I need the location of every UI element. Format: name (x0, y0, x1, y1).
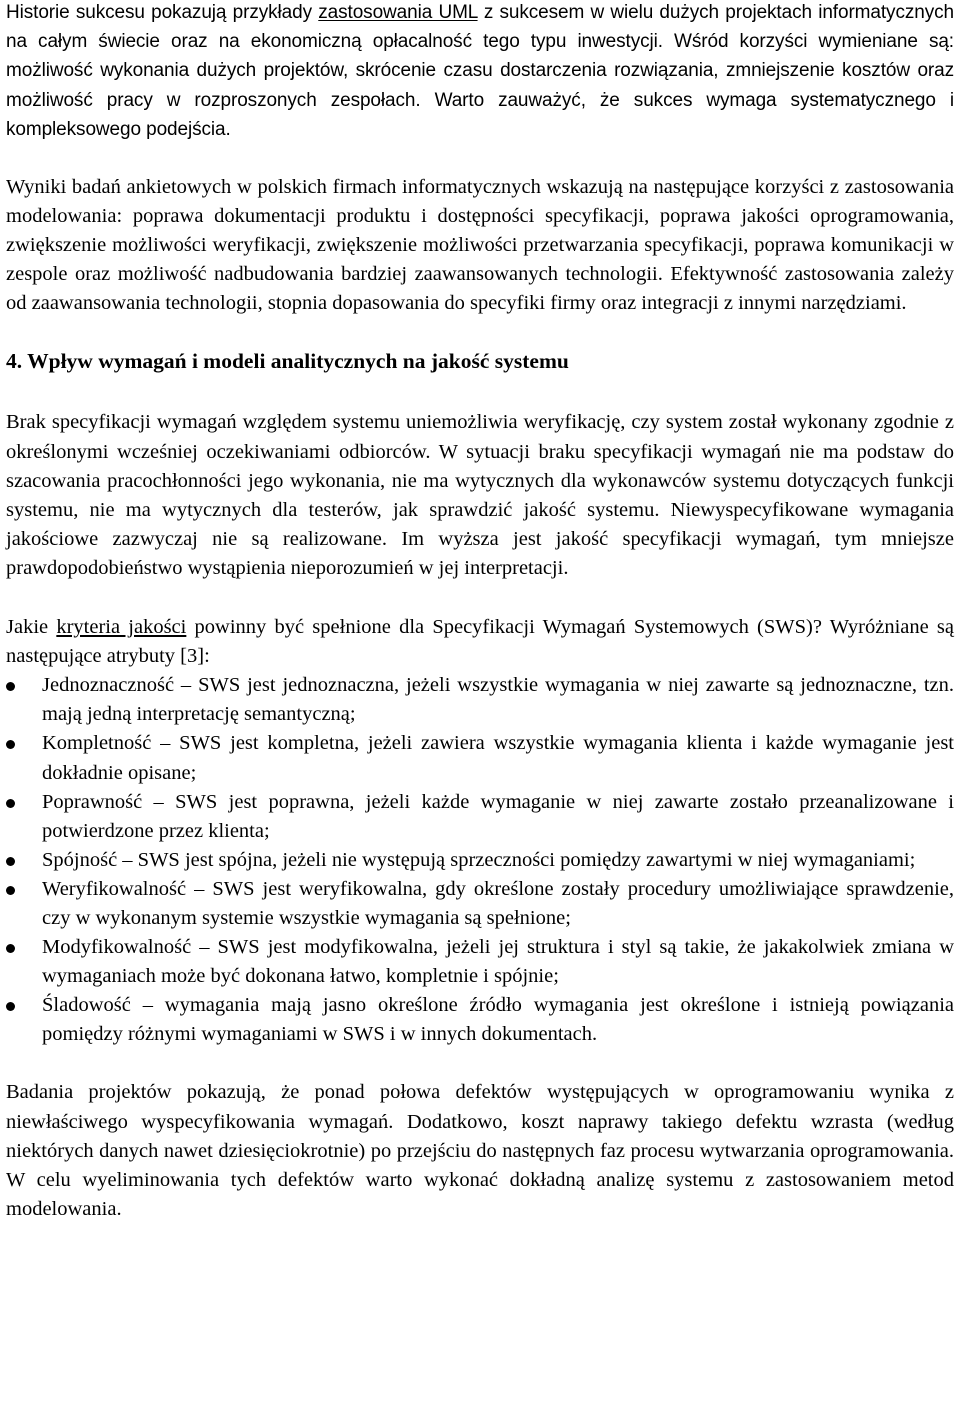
paragraph-missing-spec: Brak specyfikacji wymagań względem systemu uniemożliwia weryfikację, czy system został wykonany zgodnie z określonymi wcześniej oczekiwaniami odbiorców. W sytuacji braku specyfikacji wymagań nie ma podstaw do szacowania pracochłonności jego wykonania, nie ma wytycznych dla wykonawców systemu dotyczących funkcji systemu, nie ma wytycznych dla testerów, jak sprawdzić jakość systemu. Niewyspecyfikowane wymagania jakościowe zazwyczaj nie są realizowane. Im wyższa jest jakość specyfikacji wymagań, tym mniejsze prawdopodobieństwo wystąpienia nieporozumień w jej interpretacji. (6, 411, 954, 579)
paragraph-survey-results: Wyniki badań ankietowych w polskich firmach informatycznych wskazują na następujące korzyści z zastosowania modelowania: poprawa dokumentacji produktu i dostępności specyfikacji, poprawa jakości oprogramowania, zwiększenie możliwości weryfikacji, zwiększenie możliwości przetwarzania specyfikacji, poprawa komunikacji w zespole oraz możliwość nadbudowania bardziej zaawansowanych technologii. Efektywność zastosowania zależy od zaawansowania technologii, stopnia dopasowania do specyfiki firmy oraz integracji z innymi narzędziami. (6, 176, 954, 315)
bullet-icon (6, 799, 15, 808)
list-item-kompletnosc (6, 729, 954, 787)
list-item-spojnosc (6, 846, 954, 875)
quality-intro-text-1: Jakie (6, 616, 57, 639)
bullet-icon (6, 682, 15, 691)
quality-intro-text-2: powinny być spełnione dla Specyfikacji Wymagań Systemowych (SWS)? Wyróżniane są następujące atrybuty [3]: (6, 616, 954, 668)
paragraph-uml-success-text-2: z sukcesem w wielu dużych projektach informatycznych na całym świecie oraz na ekonomiczną opłacalność tego typu inwestycji. Wśród korzyści wymieniane są: możliwość wykonania dużych projektów, skrócenie czasu dostarczenia rozwiązania, zmniejszenie kosztów oraz możliwość pracy w rozproszonych zespołach. Warto zauważyć, że sukces wymaga systematycznego i kompleksowego podejścia. (6, 2, 954, 140)
list-item-text: Śladowość – wymagania mają jasno określone źródło wymagania jest określone i istnieją powiązania pomiędzy różnymi wymaganiami w SWS i w innych dokumentach. (42, 994, 954, 1046)
quality-criteria-block (6, 613, 954, 1049)
link-kryteria-jakosci[interactable]: kryteria jakości (56, 616, 187, 639)
list-item-poprawnosc (6, 788, 954, 846)
bullet-icon (6, 1002, 15, 1011)
list-item-text: Weryfikowalność – SWS jest weryfikowalna, gdy określone zostały procedury umożliwiające sprawdzenie, czy w wykonanym systemie wszystkie wymagania są spełnione; (42, 877, 954, 929)
link-zastosowania-uml[interactable]: zastosowania UML (318, 2, 478, 23)
list-item-text: Modyfikowalność – SWS jest modyfikowalna, jeżeli jej struktura i styl są takie, że jakakolwiek zmiana w wymaganiach może być dokonana łatwo, kompletnie i spójnie; (42, 936, 954, 988)
quality-attributes-list (6, 671, 954, 1049)
list-item-weryfikowalnosc (6, 875, 954, 933)
list-item-sladowosc (6, 991, 954, 1049)
paragraph-uml-success (6, 0, 954, 144)
list-item-text: Kompletność – SWS jest kompletna, jeżeli zawiera wszystkie wymagania klienta i każde wymaganie jest dokładnie opisane; (42, 732, 954, 784)
bullet-icon (6, 886, 15, 895)
list-item-text: Spójność – SWS jest spójna, jeżeli nie występują sprzeczności pomiędzy zawartymi w niej wymaganiami; (42, 848, 916, 871)
list-item-text: Poprawność – SWS jest poprawna, jeżeli każde wymaganie w niej zawarte zostało przeanalizowane i potwierdzone przez klienta; (42, 790, 954, 842)
paragraph-defects: Badania projektów pokazują, że ponad połowa defektów występujących w oprogramowaniu wynika z niewłaściwego wyspecyfikowania wymagań. Dodatkowo, koszt naprawy takiego defektu wzrasta (według niektórych danych nawet dziesięciokrotnie) po przejściu do następnych faz procesu wytwarzania oprogramowania. W celu wyeliminowania tych defektów warto wykonać dokładną analizę systemu z zastosowaniem metod modelowania. (6, 1081, 954, 1220)
bullet-icon (6, 857, 15, 866)
bullet-icon (6, 944, 15, 953)
list-item-text: Jednoznaczność – SWS jest jednoznaczna, jeżeli wszystkie wymagania w niej zawarte są jednoznaczne, tzn. mają jedną interpretację semantyczną; (42, 674, 954, 726)
bullet-icon (6, 740, 15, 749)
section-heading-4: 4. Wpływ wymagań i modeli analitycznych na jakość systemu (6, 349, 569, 374)
paragraph-quality-criteria-intro (6, 613, 954, 671)
list-item-modyfikowalnosc (6, 933, 954, 991)
list-item-jednoznacznosc (6, 671, 954, 729)
paragraph-uml-success-text-1: Historie sukcesu pokazują przykłady (6, 2, 319, 23)
